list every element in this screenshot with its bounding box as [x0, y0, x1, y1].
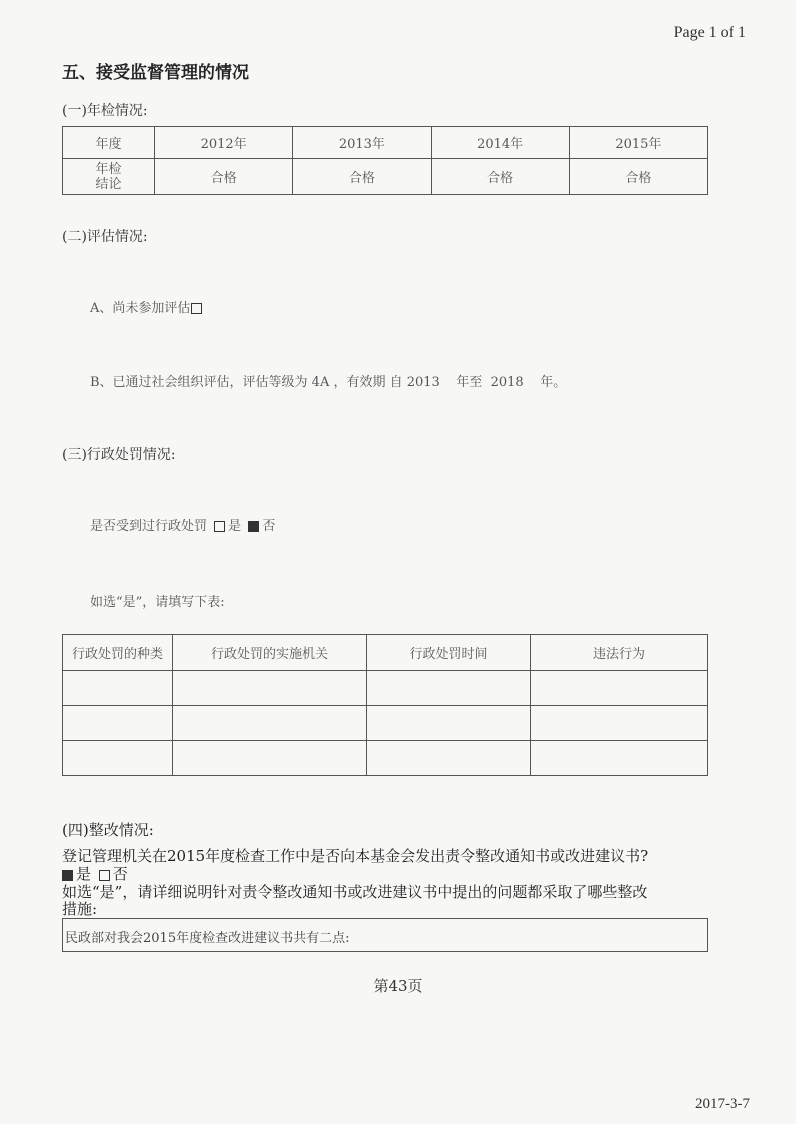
penalty-cell[interactable] — [367, 741, 531, 776]
penalty-header-row — [63, 635, 708, 671]
penalty-cell[interactable] — [173, 706, 367, 741]
rectification-no-label: 否 — [112, 865, 128, 883]
penalty-heading: (三)行政处罚情况: — [62, 447, 176, 463]
page-number: 第43页 — [373, 977, 423, 995]
penalty-cell[interactable] — [531, 671, 708, 706]
year-row — [63, 127, 708, 159]
penalty-col-header: 行政处罚的实施机关 — [173, 635, 367, 671]
year-cell: 2015年 — [569, 127, 707, 159]
print-date: 2017-3-7 — [695, 1096, 750, 1112]
penalty-cell[interactable] — [531, 741, 708, 776]
penalty-instruction: 如选“是”，请填写下表: — [90, 595, 225, 610]
penalty-row — [63, 706, 708, 741]
annual-check-heading: (一)年检情况: — [62, 103, 148, 119]
penalty-cell[interactable] — [173, 671, 367, 706]
penalty-cell[interactable] — [63, 671, 173, 706]
rectification-question: 登记管理机关在2015年度检查工作中是否向本基金会发出责令整改通知书或改进建议书? — [62, 847, 649, 865]
page-indicator: Page 1 of 1 — [673, 24, 746, 41]
penalty-cell[interactable] — [367, 706, 531, 741]
penalty-question: 是否受到过行政处罚 — [90, 519, 208, 534]
rectification-choice-line — [62, 866, 128, 883]
result-cell: 合格 — [155, 159, 293, 195]
penalty-col-header: 行政处罚的种类 — [63, 635, 173, 671]
result-label-cell — [63, 159, 155, 195]
penalty-yes-label: 是 — [228, 519, 242, 534]
result-cell: 合格 — [431, 159, 569, 195]
penalty-cell[interactable] — [367, 671, 531, 706]
section-title: 五、接受监督管理的情况 — [62, 63, 249, 83]
rectification-answer-box[interactable]: 民政部对我会2015年度检查改进建议书共有二点: — [62, 918, 708, 952]
penalty-question-line — [90, 515, 275, 534]
rectification-heading: (四)整改情况: — [62, 821, 154, 839]
evaluation-option-b: B、已通过社会组织评估，评估等级为 4A ，有效期 自 2013 年至 2018 年。 — [90, 375, 567, 390]
option-a-label: A、尚未参加评估 — [90, 301, 191, 316]
penalty-col-header: 行政处罚时间 — [367, 635, 531, 671]
evaluation-option-a — [90, 297, 205, 316]
result-label-line1: 年检 — [95, 161, 122, 177]
year-cell: 2013年 — [293, 127, 431, 159]
penalty-no-label: 否 — [262, 519, 276, 534]
penalty-cell[interactable] — [531, 706, 708, 741]
rectification-yes-label: 是 — [76, 865, 92, 883]
rectification-no-checkbox[interactable] — [99, 870, 110, 881]
option-a-checkbox[interactable] — [191, 303, 202, 314]
rectification-instruction-line1: 如选“是”，请详细说明针对责令整改通知书或改进建议书中提出的问题都采取了哪些整改 — [62, 883, 648, 901]
result-cell: 合格 — [569, 159, 707, 195]
penalty-cell[interactable] — [63, 741, 173, 776]
penalty-cell[interactable] — [173, 741, 367, 776]
result-row — [63, 159, 708, 195]
evaluation-heading: (二)评估情况: — [62, 229, 148, 245]
penalty-no-checkbox[interactable] — [248, 521, 259, 532]
result-cell: 合格 — [293, 159, 431, 195]
result-label-line2: 结论 — [95, 176, 122, 192]
year-cell: 2012年 — [155, 127, 293, 159]
penalty-table — [62, 634, 708, 776]
penalty-row — [63, 741, 708, 776]
year-cell: 2014年 — [431, 127, 569, 159]
penalty-yes-checkbox[interactable] — [214, 521, 225, 532]
annual-check-table — [62, 126, 708, 195]
rectification-instruction-line2: 措施: — [62, 900, 98, 918]
rectification-yes-checkbox[interactable] — [62, 870, 73, 881]
year-label-cell: 年度 — [63, 127, 155, 159]
penalty-row — [63, 671, 708, 706]
penalty-col-header: 违法行为 — [531, 635, 708, 671]
penalty-cell[interactable] — [63, 706, 173, 741]
